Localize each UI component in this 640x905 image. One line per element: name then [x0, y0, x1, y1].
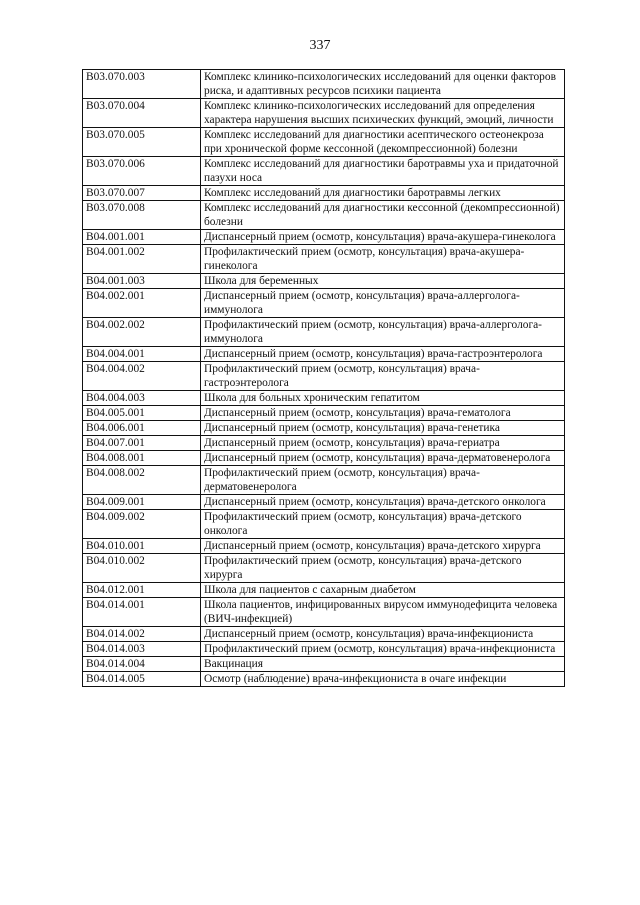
service-name-cell: Диспансерный прием (осмотр, консультация) врача-дерматовенеролога	[201, 451, 565, 466]
service-code-cell: B04.002.002	[83, 318, 201, 347]
service-name-cell: Диспансерный прием (осмотр, консультация) врача-детского онколога	[201, 495, 565, 510]
table-row	[83, 128, 565, 157]
service-code-cell: B04.002.001	[83, 289, 201, 318]
service-name-cell: Профилактический прием (осмотр, консультация) врача-аллерголога-иммунолога	[201, 318, 565, 347]
table-row	[83, 657, 565, 672]
service-code-cell: B03.070.004	[83, 99, 201, 128]
service-code-cell: B04.014.004	[83, 657, 201, 672]
service-code-cell: B04.014.001	[83, 598, 201, 627]
service-code-cell: B03.070.003	[83, 70, 201, 99]
service-code-cell: B04.010.002	[83, 554, 201, 583]
service-name-cell: Диспансерный прием (осмотр, консультация) врача-акушера-гинеколога	[201, 230, 565, 245]
service-name-cell: Школа для пациентов с сахарным диабетом	[201, 583, 565, 598]
service-code-cell: B04.001.001	[83, 230, 201, 245]
table-row	[83, 554, 565, 583]
service-code-cell: B04.004.003	[83, 391, 201, 406]
table-row	[83, 406, 565, 421]
service-name-cell: Комплекс исследований для диагностики баротравмы уха и придаточной пазухи носа	[201, 157, 565, 186]
service-name-cell: Профилактический прием (осмотр, консультация) врача-гастроэнтеролога	[201, 362, 565, 391]
table-row	[83, 421, 565, 436]
service-code-cell: B04.001.003	[83, 274, 201, 289]
table-row	[83, 583, 565, 598]
page-number: 337	[309, 38, 331, 53]
service-code-cell: B04.006.001	[83, 421, 201, 436]
service-code-cell: B04.001.002	[83, 245, 201, 274]
services-table	[82, 69, 565, 687]
table-row	[83, 186, 565, 201]
table-row	[83, 539, 565, 554]
service-name-cell: Комплекс исследований для диагностики асептического остеонекроза при хронической форме кессонной (декомпрессионной) болезни	[201, 128, 565, 157]
service-code-cell: B04.014.003	[83, 642, 201, 657]
service-name-cell: Диспансерный прием (осмотр, консультация) врача-генетика	[201, 421, 565, 436]
service-code-cell: B04.014.002	[83, 627, 201, 642]
service-code-cell: B04.012.001	[83, 583, 201, 598]
service-code-cell: B03.070.005	[83, 128, 201, 157]
service-name-cell: Диспансерный прием (осмотр, консультация) врача-гериатра	[201, 436, 565, 451]
table-row	[83, 672, 565, 687]
service-code-cell: B04.007.001	[83, 436, 201, 451]
service-name-cell: Диспансерный прием (осмотр, консультация) врача-инфекциониста	[201, 627, 565, 642]
table-row	[83, 274, 565, 289]
service-name-cell: Школа для беременных	[201, 274, 565, 289]
service-code-cell: B04.005.001	[83, 406, 201, 421]
services-table-body	[83, 70, 565, 687]
service-code-cell: B03.070.006	[83, 157, 201, 186]
service-name-cell: Профилактический прием (осмотр, консультация) врача-дерматовенеролога	[201, 466, 565, 495]
service-code-cell: B03.070.007	[83, 186, 201, 201]
table-row	[83, 318, 565, 347]
service-name-cell: Профилактический прием (осмотр, консультация) врача-детского хирурга	[201, 554, 565, 583]
service-code-cell: B04.008.002	[83, 466, 201, 495]
table-row	[83, 391, 565, 406]
table-row	[83, 157, 565, 186]
service-name-cell: Диспансерный прием (осмотр, консультация) врача-гематолога	[201, 406, 565, 421]
table-row	[83, 70, 565, 99]
table-row	[83, 642, 565, 657]
table-row	[83, 436, 565, 451]
service-name-cell: Профилактический прием (осмотр, консультация) врача-акушера-гинеколога	[201, 245, 565, 274]
service-name-cell: Осмотр (наблюдение) врача-инфекциониста в очаге инфекции	[201, 672, 565, 687]
service-name-cell: Профилактический прием (осмотр, консультация) врача-инфекциониста	[201, 642, 565, 657]
service-name-cell: Диспансерный прием (осмотр, консультация) врача-гастроэнтеролога	[201, 347, 565, 362]
service-name-cell: Диспансерный прием (осмотр, консультация) врача-детского хирурга	[201, 539, 565, 554]
table-row	[83, 598, 565, 627]
service-code-cell: B03.070.008	[83, 201, 201, 230]
service-name-cell: Комплекс исследований для диагностики кессонной (декомпрессионной) болезни	[201, 201, 565, 230]
service-name-cell: Школа пациентов, инфицированных вирусом иммунодефицита человека (ВИЧ-инфекцией)	[201, 598, 565, 627]
table-row	[83, 289, 565, 318]
table-row	[83, 201, 565, 230]
service-name-cell: Вакцинация	[201, 657, 565, 672]
table-row	[83, 347, 565, 362]
service-code-cell: B04.004.001	[83, 347, 201, 362]
table-row	[83, 451, 565, 466]
service-name-cell: Школа для больных хроническим гепатитом	[201, 391, 565, 406]
service-code-cell: B04.008.001	[83, 451, 201, 466]
table-row	[83, 230, 565, 245]
table-row	[83, 627, 565, 642]
service-name-cell: Комплекс клинико-психологических исследований для определения характера нарушения высших психических функций, эмоций, личности	[201, 99, 565, 128]
service-name-cell: Комплекс исследований для диагностики баротравмы легких	[201, 186, 565, 201]
table-row	[83, 245, 565, 274]
table-row	[83, 99, 565, 128]
service-code-cell: B04.009.002	[83, 510, 201, 539]
table-row	[83, 362, 565, 391]
table-row	[83, 495, 565, 510]
service-name-cell: Профилактический прием (осмотр, консультация) врача-детского онколога	[201, 510, 565, 539]
service-code-cell: B04.004.002	[83, 362, 201, 391]
service-name-cell: Комплекс клинико-психологических исследований для оценки факторов риска, и адаптивных ресурсов психики пациента	[201, 70, 565, 99]
table-row	[83, 466, 565, 495]
table-row	[83, 510, 565, 539]
service-code-cell: B04.010.001	[83, 539, 201, 554]
service-name-cell: Диспансерный прием (осмотр, консультация) врача-аллерголога-иммунолога	[201, 289, 565, 318]
service-code-cell: B04.014.005	[83, 672, 201, 687]
service-code-cell: B04.009.001	[83, 495, 201, 510]
